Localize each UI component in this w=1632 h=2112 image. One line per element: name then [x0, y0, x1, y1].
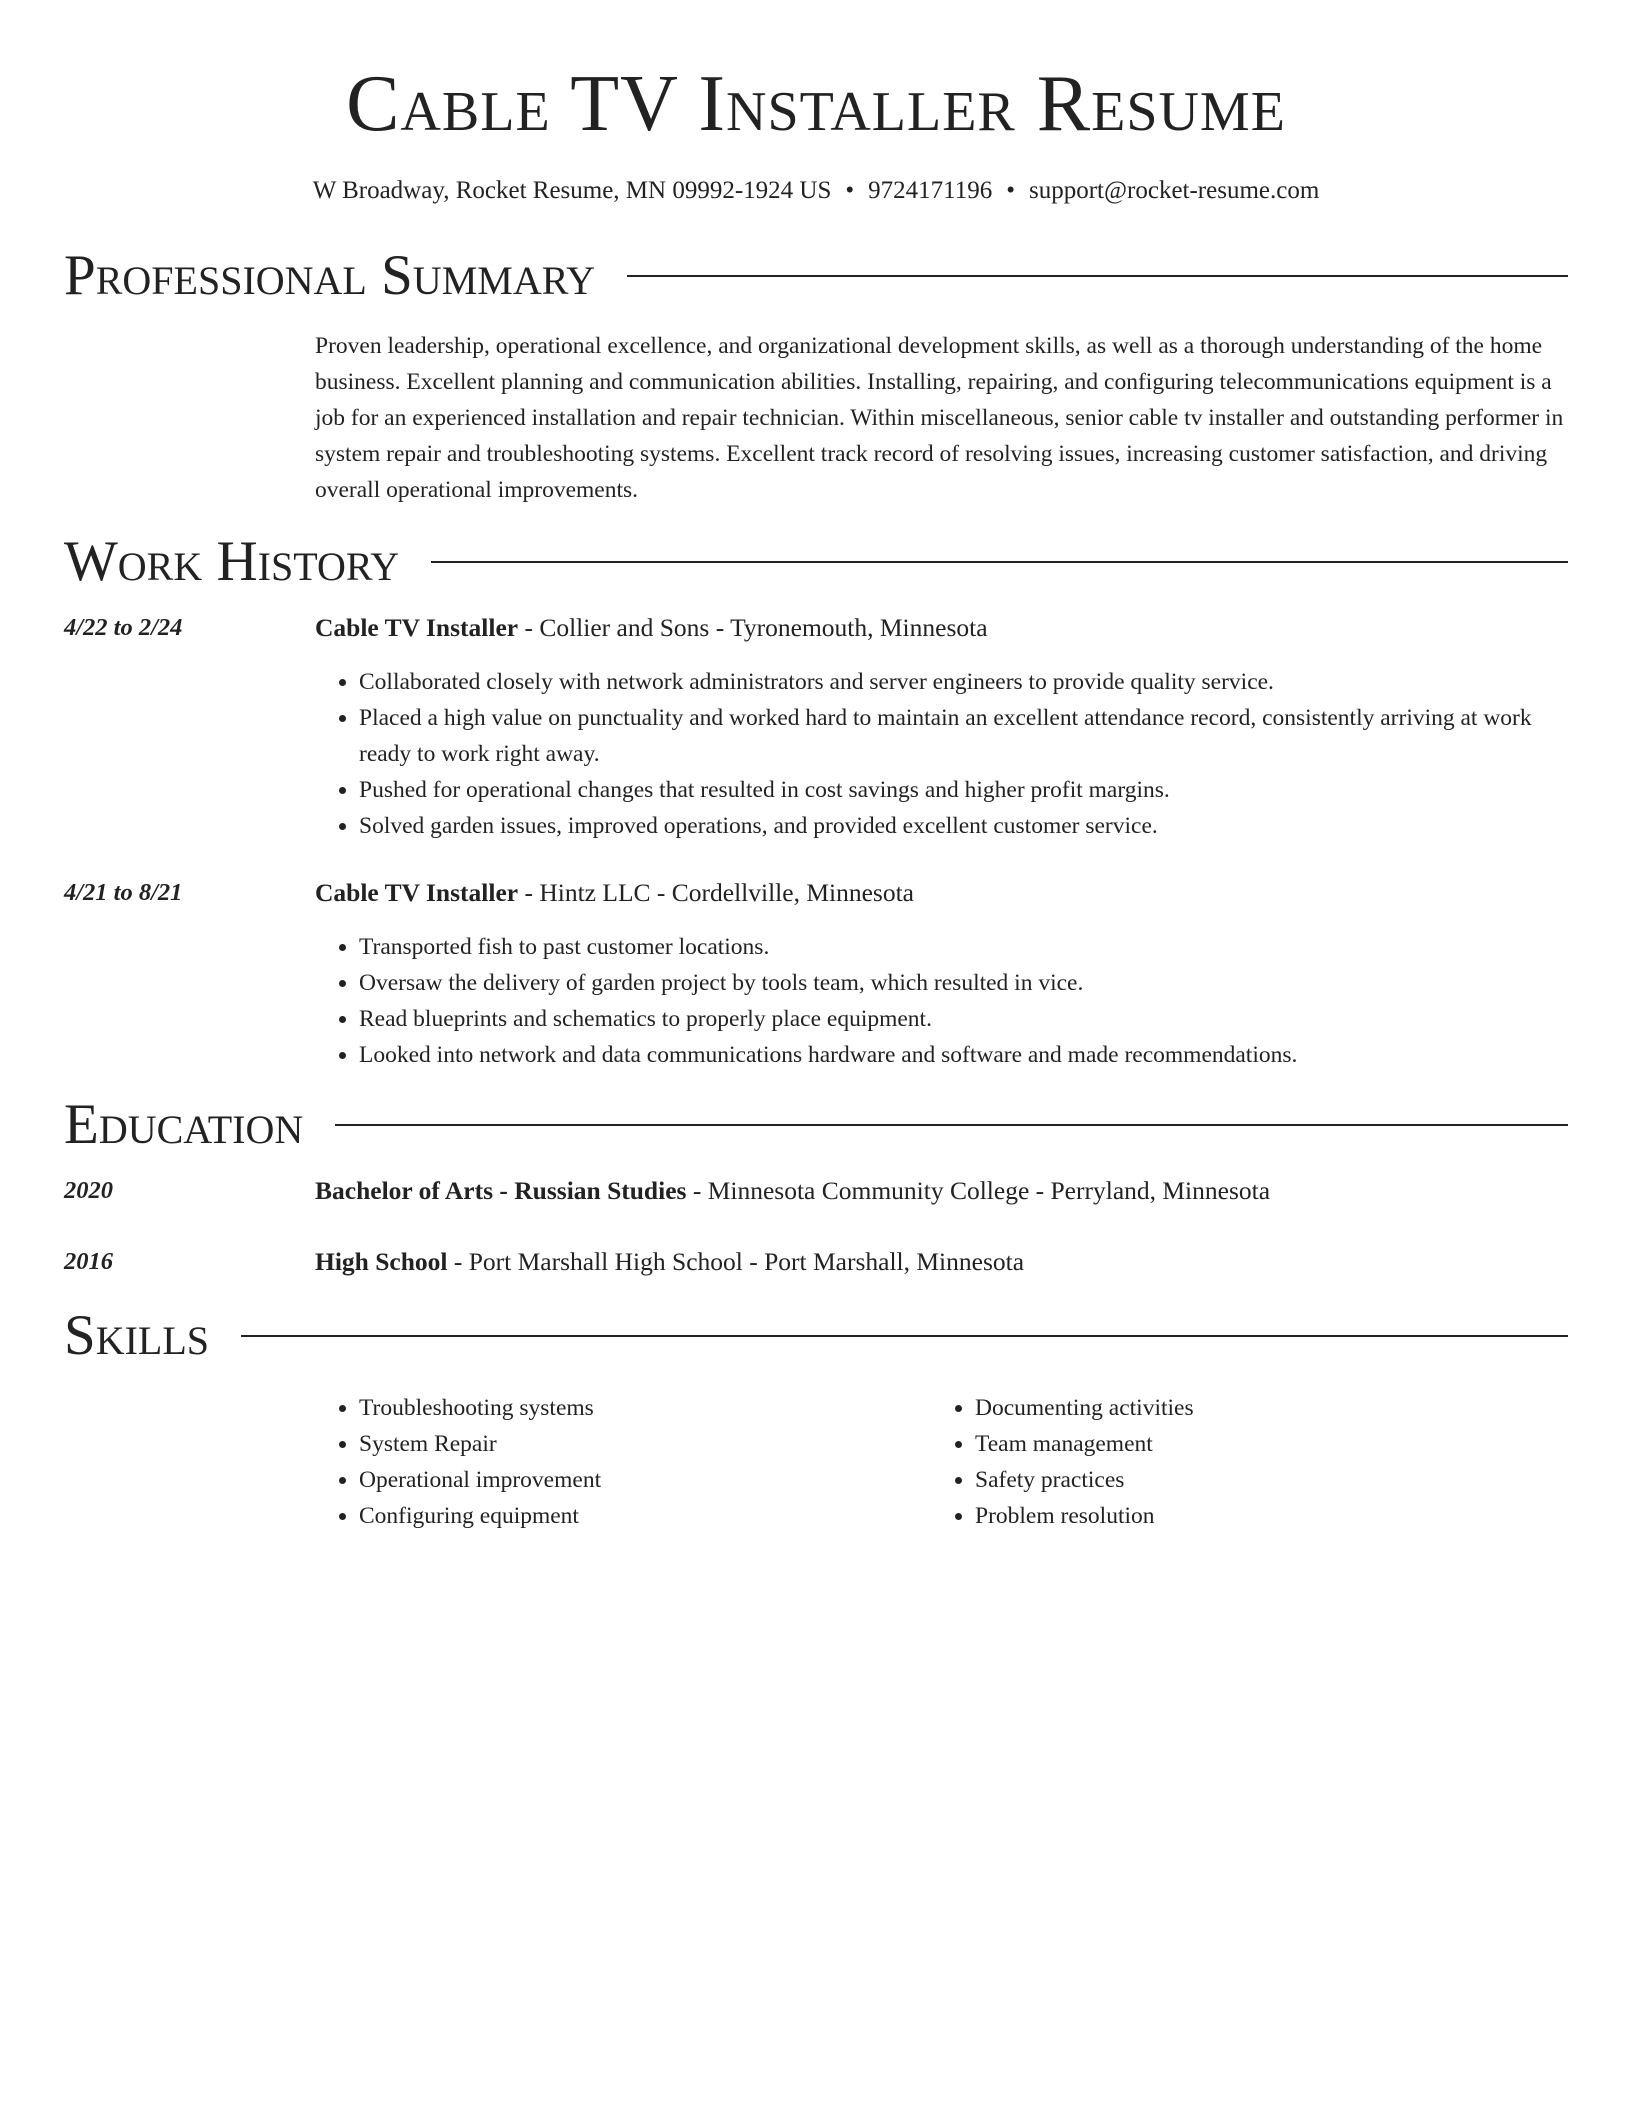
education-year: 2016: [64, 1248, 113, 1275]
skills-list: [315, 1390, 1568, 1534]
job-entry: [64, 875, 1568, 1073]
contact-line: [64, 174, 1568, 208]
skill-item: • Configuring equipment: [359, 1498, 931, 1534]
skills-section-header: [64, 1306, 1568, 1366]
list-item: • Collaborated closely with network administrators and server engineers to provide quality service.: [359, 664, 1568, 700]
list-item: • Looked into network and data communications hardware and software and made recommendations.: [359, 1037, 1568, 1073]
job-bullets: [315, 664, 1568, 844]
skills-column-left: [315, 1390, 931, 1534]
list-item: • Pushed for operational changes that resulted in cost savings and higher profit margins.: [359, 772, 1568, 808]
job-body: [315, 875, 1568, 1073]
education-year: 2020: [64, 1177, 113, 1204]
skill-item: • Team management: [975, 1426, 1547, 1462]
skill-item: • Documenting activities: [975, 1390, 1547, 1426]
phone-text: 9724171196: [868, 177, 993, 204]
skills-column-right: [931, 1390, 1547, 1534]
skill-item: • Troubleshooting systems: [359, 1390, 931, 1426]
skill-item: • Safety practices: [975, 1462, 1547, 1498]
education-degree: Bachelor of Arts - Russian Studies: [315, 1176, 687, 1205]
job-dates: 4/21 to 8/21: [64, 879, 183, 906]
education-entry: [64, 1173, 1568, 1209]
education-body: [315, 1244, 1568, 1280]
education-entry: [64, 1244, 1568, 1280]
education-details: - Port Marshall High School - Port Marshall, Minnesota: [447, 1247, 1025, 1276]
job-body: [315, 610, 1568, 844]
resume-page: [64, 0, 1568, 1534]
education-body: [315, 1173, 1568, 1209]
email-text: support@rocket-resume.com: [1029, 177, 1320, 204]
resume-title: Cable TV Installer Resume: [346, 60, 1286, 148]
skill-item: • Operational improvement: [359, 1462, 931, 1498]
address-text: W Broadway, Rocket Resume, MN 09992-1924 US: [312, 177, 832, 204]
summary-section-header: [64, 246, 1568, 306]
list-item: • Read blueprints and schematics to properly place equipment.: [359, 1001, 1568, 1037]
list-item: • Oversaw the delivery of garden project by tools team, which resulted in vice.: [359, 965, 1568, 1001]
education-line: [315, 1173, 1568, 1209]
section-divider: [241, 1335, 1568, 1337]
summary-text: Proven leadership, operational excellence, and organizational development skills, as well as a thorough understanding of the home business. Excellent planning and communication abilities. Installing, repairing, and configuring telecommunications equipment is a job for an experienced installation and repair technician. Within miscellaneous, senior cable tv installer and outstanding performer in system repair and troubleshooting systems. Excellent track record of resolving issues, increasing customer satisfaction, and driving overall operational improvements.: [315, 333, 1564, 503]
education-details: - Minnesota Community College - Perryland, Minnesota: [686, 1176, 1271, 1205]
education-line: [315, 1244, 1568, 1280]
education-section-header: [64, 1095, 1568, 1155]
work-section-header: [64, 532, 1568, 592]
list-item: • Transported fish to past customer locations.: [359, 929, 1568, 965]
section-divider: [431, 561, 1568, 563]
job-position: Cable TV Installer: [315, 613, 519, 642]
separator-dot: •: [1006, 177, 1015, 204]
skills-heading: Skills: [64, 1304, 210, 1367]
skill-item: • Problem resolution: [975, 1498, 1547, 1534]
work-heading: Work History: [64, 530, 400, 593]
job-details: - Collier and Sons - Tyronemouth, Minnesota: [518, 613, 988, 642]
job-position: Cable TV Installer: [315, 878, 519, 907]
section-divider: [335, 1124, 1568, 1126]
education-heading: Education: [64, 1093, 304, 1156]
job-dates: 4/22 to 2/24: [64, 614, 183, 641]
summary-heading: Professional Summary: [64, 244, 596, 307]
job-details: - Hintz LLC - Cordellville, Minnesota: [518, 878, 914, 907]
education-degree: High School: [315, 1247, 448, 1276]
job-bullets: [315, 929, 1568, 1073]
job-title-line: [315, 875, 1568, 911]
separator-dot: •: [845, 177, 855, 204]
job-entry: [64, 610, 1568, 844]
list-item: • Solved garden issues, improved operations, and provided excellent customer service.: [359, 808, 1568, 844]
skill-item: • System Repair: [359, 1426, 931, 1462]
job-title-line: [315, 610, 1568, 646]
section-divider: [627, 275, 1568, 277]
list-item: • Placed a high value on punctuality and worked hard to maintain an excellent attendance record, consistently arriving at work ready to work right away.: [359, 700, 1568, 772]
